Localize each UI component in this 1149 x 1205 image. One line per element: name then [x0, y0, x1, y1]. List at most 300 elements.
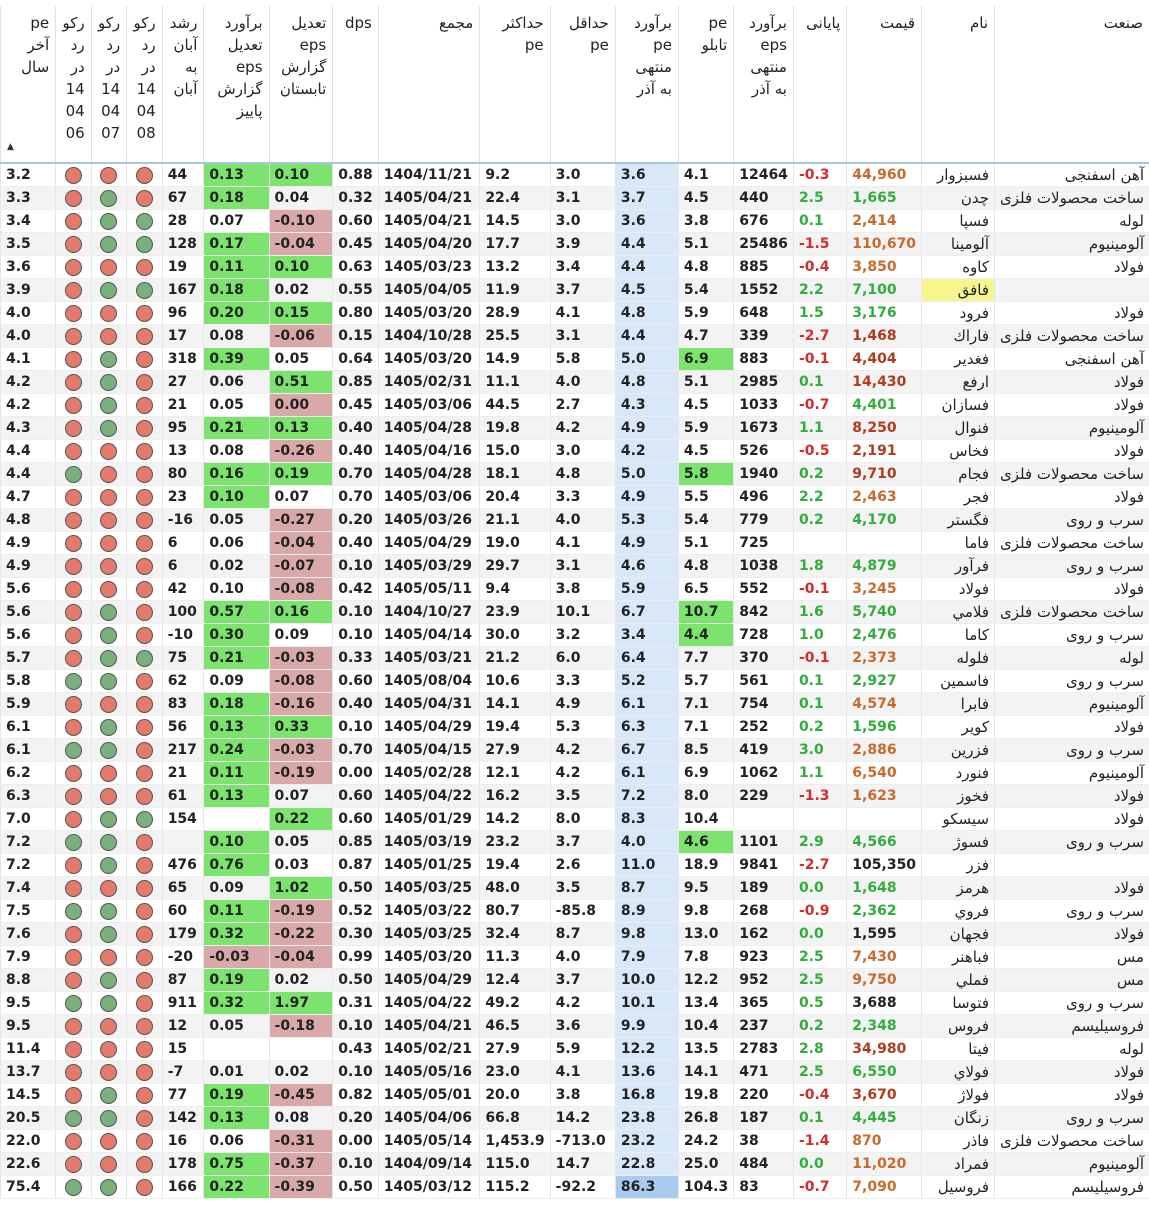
cell-growth[interactable]: 28 [162, 210, 204, 233]
cell-meeting[interactable]: 1405/03/19 [378, 831, 480, 854]
cell-industry[interactable]: آلومینیوم [995, 233, 1149, 256]
cell-eps-est[interactable]: 1673 [734, 417, 794, 440]
cell-growth[interactable]: -7 [162, 1061, 204, 1084]
cell-growth[interactable]: 476 [162, 854, 204, 877]
cell-record-r8[interactable] [127, 1061, 163, 1084]
cell-eps-adj-summer[interactable]: 0.22 [269, 808, 333, 831]
cell-pe-end[interactable]: 20.5 [1, 1107, 56, 1130]
cell-pe-est[interactable]: 4.8 [615, 371, 678, 394]
cell-eps-adj-autumn[interactable]: 0.18 [204, 279, 269, 302]
cell-eps-adj-autumn[interactable]: 0.19 [204, 1084, 269, 1107]
cell-eps-est[interactable]: 440 [734, 187, 794, 210]
cell-pe-est[interactable]: 6.4 [615, 647, 678, 670]
cell-pe-max[interactable]: 10.6 [480, 670, 550, 693]
cell-name[interactable]: فلامي [922, 601, 995, 624]
cell-meeting[interactable]: 1405/04/31 [378, 693, 480, 716]
cell-growth[interactable]: 154 [162, 808, 204, 831]
col-price[interactable]: قیمت [847, 6, 922, 163]
cell-close[interactable]: 0.1 [793, 670, 846, 693]
cell-price[interactable]: 1,596 [847, 716, 922, 739]
cell-price[interactable]: 2,927 [847, 670, 922, 693]
cell-record-r7[interactable] [91, 624, 127, 647]
cell-price[interactable]: 2,886 [847, 739, 922, 762]
cell-meeting[interactable]: 1405/01/25 [378, 854, 480, 877]
cell-pe-min[interactable]: 8.0 [550, 808, 615, 831]
cell-industry[interactable]: فولاد [995, 785, 1149, 808]
cell-record-r7[interactable] [91, 302, 127, 325]
cell-pe-end[interactable]: 7.5 [1, 900, 56, 923]
cell-eps-est[interactable]: 268 [734, 900, 794, 923]
cell-record-r6[interactable] [56, 992, 92, 1015]
cell-meeting[interactable]: 1405/04/29 [378, 532, 480, 555]
cell-close[interactable]: -1.4 [793, 1130, 846, 1153]
cell-growth[interactable]: 60 [162, 900, 204, 923]
cell-pe-max[interactable]: 23.9 [480, 601, 550, 624]
cell-pe-est[interactable]: 4.3 [615, 394, 678, 417]
cell-pe-board[interactable]: 5.9 [678, 417, 733, 440]
cell-pe-end[interactable]: 4.3 [1, 417, 56, 440]
cell-pe-est[interactable]: 3.6 [615, 210, 678, 233]
cell-meeting[interactable]: 1405/03/22 [378, 900, 480, 923]
cell-industry[interactable]: فولاد [995, 1084, 1149, 1107]
cell-price[interactable]: 3,670 [847, 1084, 922, 1107]
cell-eps-adj-summer[interactable]: -0.03 [269, 739, 333, 762]
cell-price[interactable]: 3,245 [847, 578, 922, 601]
cell-pe-est[interactable]: 11.0 [615, 854, 678, 877]
cell-name[interactable]: فاراك [922, 325, 995, 348]
cell-record-r8[interactable] [127, 233, 163, 256]
cell-pe-min[interactable]: 5.3 [550, 716, 615, 739]
cell-growth[interactable]: 95 [162, 417, 204, 440]
cell-pe-est[interactable]: 6.7 [615, 601, 678, 624]
cell-meeting[interactable]: 1405/04/15 [378, 739, 480, 762]
cell-eps-est[interactable]: 1101 [734, 831, 794, 854]
cell-pe-min[interactable]: 4.0 [550, 509, 615, 532]
cell-record-r6[interactable] [56, 808, 92, 831]
cell-meeting[interactable]: 1405/04/21 [378, 1015, 480, 1038]
cell-close[interactable] [793, 532, 846, 555]
cell-eps-adj-summer[interactable]: 0.10 [269, 163, 333, 187]
cell-pe-end[interactable]: 4.0 [1, 302, 56, 325]
cell-pe-board[interactable]: 4.4 [678, 624, 733, 647]
cell-pe-board[interactable]: 19.8 [678, 1084, 733, 1107]
cell-price[interactable]: 1,623 [847, 785, 922, 808]
cell-eps-adj-summer[interactable]: -0.39 [269, 1176, 333, 1199]
cell-eps-est[interactable]: 526 [734, 440, 794, 463]
cell-eps-est[interactable]: 484 [734, 1153, 794, 1176]
cell-price[interactable]: 7,090 [847, 1176, 922, 1199]
cell-record-r6[interactable] [56, 946, 92, 969]
cell-dps[interactable]: 0.10 [333, 716, 379, 739]
cell-record-r7[interactable] [91, 1084, 127, 1107]
cell-growth[interactable]: 87 [162, 969, 204, 992]
cell-record-r7[interactable] [91, 256, 127, 279]
cell-eps-adj-summer[interactable]: -0.26 [269, 440, 333, 463]
cell-industry[interactable]: فولاد [995, 716, 1149, 739]
cell-pe-min[interactable]: 4.1 [550, 532, 615, 555]
cell-pe-max[interactable]: 11.1 [480, 371, 550, 394]
cell-meeting[interactable]: 1405/04/28 [378, 463, 480, 486]
cell-meeting[interactable]: 1405/04/21 [378, 210, 480, 233]
cell-pe-est[interactable]: 5.2 [615, 670, 678, 693]
cell-close[interactable]: 2.5 [793, 1061, 846, 1084]
cell-pe-est[interactable]: 22.8 [615, 1153, 678, 1176]
cell-dps[interactable]: 0.80 [333, 302, 379, 325]
cell-pe-board[interactable]: 4.6 [678, 831, 733, 854]
cell-name[interactable]: کاما [922, 624, 995, 647]
cell-record-r7[interactable] [91, 900, 127, 923]
cell-eps-adj-summer[interactable]: -0.37 [269, 1153, 333, 1176]
cell-pe-board[interactable]: 8.0 [678, 785, 733, 808]
cell-industry[interactable]: فولاد [995, 371, 1149, 394]
cell-pe-max[interactable]: 66.8 [480, 1107, 550, 1130]
cell-record-r6[interactable] [56, 187, 92, 210]
cell-close[interactable]: 1.6 [793, 601, 846, 624]
cell-record-r7[interactable] [91, 1038, 127, 1061]
cell-record-r8[interactable] [127, 187, 163, 210]
cell-record-r8[interactable] [127, 279, 163, 302]
cell-close[interactable]: -0.9 [793, 900, 846, 923]
cell-eps-adj-summer[interactable]: 0.05 [269, 831, 333, 854]
cell-pe-est[interactable]: 8.7 [615, 877, 678, 900]
cell-dps[interactable]: 0.40 [333, 417, 379, 440]
cell-growth[interactable]: 75 [162, 647, 204, 670]
cell-dps[interactable]: 0.15 [333, 325, 379, 348]
cell-pe-max[interactable]: 19.4 [480, 716, 550, 739]
cell-close[interactable]: -0.3 [793, 163, 846, 187]
cell-record-r7[interactable] [91, 1015, 127, 1038]
cell-meeting[interactable]: 1405/04/14 [378, 624, 480, 647]
cell-pe-end[interactable]: 3.4 [1, 210, 56, 233]
cell-pe-board[interactable]: 10.4 [678, 808, 733, 831]
cell-eps-adj-autumn[interactable]: 0.10 [204, 578, 269, 601]
cell-record-r6[interactable] [56, 256, 92, 279]
cell-record-r8[interactable] [127, 440, 163, 463]
table-row[interactable] [1, 900, 1149, 923]
cell-pe-end[interactable]: 22.0 [1, 1130, 56, 1153]
cell-industry[interactable]: سرب و روی [995, 624, 1149, 647]
cell-eps-adj-summer[interactable]: 0.33 [269, 716, 333, 739]
cell-record-r8[interactable] [127, 992, 163, 1015]
cell-pe-end[interactable]: 75.4 [1, 1176, 56, 1199]
cell-record-r8[interactable] [127, 1130, 163, 1153]
cell-industry[interactable]: ساخت محصولات فلزی [995, 463, 1149, 486]
cell-meeting[interactable]: 1405/05/11 [378, 578, 480, 601]
cell-record-r8[interactable] [127, 163, 163, 187]
cell-pe-min[interactable]: 4.2 [550, 762, 615, 785]
cell-eps-est[interactable]: 676 [734, 210, 794, 233]
cell-record-r7[interactable] [91, 394, 127, 417]
cell-growth[interactable]: -10 [162, 624, 204, 647]
cell-eps-adj-summer[interactable]: 0.19 [269, 463, 333, 486]
table-row[interactable] [1, 670, 1149, 693]
col-dps[interactable]: dps [333, 6, 379, 163]
cell-record-r7[interactable] [91, 486, 127, 509]
cell-industry[interactable]: سرب و روی [995, 555, 1149, 578]
cell-record-r7[interactable] [91, 555, 127, 578]
cell-industry[interactable]: لوله [995, 1038, 1149, 1061]
cell-record-r6[interactable] [56, 670, 92, 693]
cell-eps-adj-summer[interactable]: 1.97 [269, 992, 333, 1015]
cell-meeting[interactable]: 1405/03/29 [378, 555, 480, 578]
cell-eps-adj-autumn[interactable]: 0.13 [204, 1107, 269, 1130]
table-row[interactable] [1, 1176, 1149, 1199]
cell-record-r6[interactable] [56, 601, 92, 624]
cell-record-r6[interactable] [56, 1176, 92, 1199]
cell-record-r8[interactable] [127, 417, 163, 440]
cell-eps-adj-summer[interactable]: 0.09 [269, 624, 333, 647]
cell-eps-est[interactable]: 220 [734, 1084, 794, 1107]
cell-industry[interactable]: سرب و روی [995, 509, 1149, 532]
cell-eps-adj-autumn[interactable]: 0.22 [204, 1176, 269, 1199]
cell-record-r7[interactable] [91, 969, 127, 992]
cell-dps[interactable]: 0.99 [333, 946, 379, 969]
cell-eps-adj-autumn[interactable]: 0.13 [204, 785, 269, 808]
cell-record-r7[interactable] [91, 233, 127, 256]
cell-growth[interactable]: 16 [162, 1130, 204, 1153]
cell-price[interactable] [847, 532, 922, 555]
cell-record-r7[interactable] [91, 739, 127, 762]
cell-record-r8[interactable] [127, 693, 163, 716]
cell-pe-est[interactable]: 23.2 [615, 1130, 678, 1153]
cell-record-r7[interactable] [91, 693, 127, 716]
cell-pe-min[interactable]: 4.1 [550, 302, 615, 325]
cell-pe-est[interactable]: 86.3 [615, 1176, 678, 1199]
cell-eps-adj-autumn[interactable] [204, 808, 269, 831]
cell-close[interactable]: 0.2 [793, 1015, 846, 1038]
cell-meeting[interactable]: 1405/03/20 [378, 348, 480, 371]
cell-pe-est[interactable]: 3.6 [615, 163, 678, 187]
table-row[interactable] [1, 187, 1149, 210]
cell-price[interactable]: 7,100 [847, 279, 922, 302]
cell-name[interactable]: فغدير [922, 348, 995, 371]
cell-price[interactable]: 34,980 [847, 1038, 922, 1061]
cell-growth[interactable]: 179 [162, 923, 204, 946]
cell-eps-adj-summer[interactable]: -0.04 [269, 532, 333, 555]
cell-dps[interactable]: 0.10 [333, 601, 379, 624]
table-row[interactable] [1, 163, 1149, 187]
cell-pe-end[interactable]: 14.5 [1, 1084, 56, 1107]
cell-record-r7[interactable] [91, 348, 127, 371]
cell-close[interactable]: 2.5 [793, 946, 846, 969]
cell-pe-est[interactable]: 5.0 [615, 463, 678, 486]
cell-price[interactable]: 2,463 [847, 486, 922, 509]
cell-pe-board[interactable]: 5.5 [678, 486, 733, 509]
cell-pe-est[interactable]: 6.1 [615, 762, 678, 785]
cell-record-r8[interactable] [127, 486, 163, 509]
cell-record-r6[interactable] [56, 325, 92, 348]
cell-growth[interactable]: 6 [162, 555, 204, 578]
cell-record-r8[interactable] [127, 463, 163, 486]
cell-growth[interactable]: 61 [162, 785, 204, 808]
cell-eps-est[interactable]: 38 [734, 1130, 794, 1153]
cell-name[interactable]: کویر [922, 716, 995, 739]
cell-pe-board[interactable]: 9.8 [678, 900, 733, 923]
cell-eps-adj-autumn[interactable] [204, 1038, 269, 1061]
cell-pe-board[interactable]: 3.8 [678, 210, 733, 233]
col-close[interactable]: پایانی [793, 6, 846, 163]
col-industry[interactable]: صنعت [995, 6, 1149, 163]
cell-pe-min[interactable]: 5.8 [550, 348, 615, 371]
cell-pe-est[interactable]: 3.4 [615, 624, 678, 647]
cell-price[interactable]: 6,550 [847, 1061, 922, 1084]
cell-record-r8[interactable] [127, 900, 163, 923]
cell-pe-max[interactable]: 19.4 [480, 854, 550, 877]
cell-pe-max[interactable]: 9.2 [480, 163, 550, 187]
cell-eps-adj-autumn[interactable]: 0.06 [204, 1130, 269, 1153]
cell-industry[interactable]: فولاد [995, 923, 1149, 946]
cell-pe-end[interactable]: 4.9 [1, 532, 56, 555]
cell-growth[interactable]: 166 [162, 1176, 204, 1199]
cell-close[interactable]: 0.1 [793, 210, 846, 233]
cell-pe-est[interactable]: 6.3 [615, 716, 678, 739]
cell-record-r6[interactable] [56, 1038, 92, 1061]
cell-close[interactable]: 0.2 [793, 509, 846, 532]
cell-name[interactable]: چدن [922, 187, 995, 210]
cell-record-r6[interactable] [56, 440, 92, 463]
cell-meeting[interactable]: 1405/04/20 [378, 233, 480, 256]
cell-dps[interactable]: 0.50 [333, 969, 379, 992]
cell-industry[interactable]: مس [995, 969, 1149, 992]
table-row[interactable] [1, 555, 1149, 578]
cell-pe-board[interactable]: 9.5 [678, 877, 733, 900]
cell-eps-est[interactable]: 1940 [734, 463, 794, 486]
cell-eps-adj-autumn[interactable]: 0.32 [204, 923, 269, 946]
cell-pe-min[interactable]: 3.8 [550, 1084, 615, 1107]
cell-meeting[interactable]: 1404/10/28 [378, 325, 480, 348]
cell-pe-min[interactable]: 3.7 [550, 831, 615, 854]
cell-record-r8[interactable] [127, 394, 163, 417]
cell-record-r8[interactable] [127, 256, 163, 279]
sort-ascending-icon[interactable]: ▲ [7, 142, 14, 152]
cell-pe-end[interactable]: 3.5 [1, 233, 56, 256]
cell-eps-est[interactable]: 471 [734, 1061, 794, 1084]
cell-industry[interactable]: مس [995, 946, 1149, 969]
cell-record-r6[interactable] [56, 1015, 92, 1038]
cell-record-r6[interactable] [56, 969, 92, 992]
cell-record-r7[interactable] [91, 187, 127, 210]
cell-name[interactable]: فجام [922, 463, 995, 486]
cell-pe-board[interactable]: 6.9 [678, 348, 733, 371]
cell-pe-board[interactable]: 4.5 [678, 394, 733, 417]
cell-meeting[interactable]: 1405/03/25 [378, 877, 480, 900]
cell-pe-board[interactable]: 5.1 [678, 532, 733, 555]
cell-growth[interactable]: 100 [162, 601, 204, 624]
cell-industry[interactable]: سرب و روی [995, 992, 1149, 1015]
cell-record-r8[interactable] [127, 509, 163, 532]
cell-record-r6[interactable] [56, 1153, 92, 1176]
cell-pe-min[interactable]: 2.6 [550, 854, 615, 877]
cell-pe-max[interactable]: 18.1 [480, 463, 550, 486]
cell-record-r7[interactable] [91, 1153, 127, 1176]
cell-record-r8[interactable] [127, 785, 163, 808]
col-growth-aban[interactable]: رشد آبان به آبان [162, 6, 204, 163]
cell-pe-max[interactable]: 25.5 [480, 325, 550, 348]
cell-close[interactable]: 0.1 [793, 371, 846, 394]
table-row[interactable] [1, 302, 1149, 325]
cell-pe-max[interactable]: 80.7 [480, 900, 550, 923]
cell-pe-est[interactable]: 8.3 [615, 808, 678, 831]
cell-eps-adj-summer[interactable]: 0.04 [269, 187, 333, 210]
cell-price[interactable]: 4,404 [847, 348, 922, 371]
cell-growth[interactable]: 21 [162, 762, 204, 785]
cell-pe-min[interactable]: 10.1 [550, 601, 615, 624]
cell-growth[interactable]: 142 [162, 1107, 204, 1130]
cell-pe-min[interactable]: 4.0 [550, 946, 615, 969]
table-row[interactable] [1, 624, 1149, 647]
cell-record-r6[interactable] [56, 1061, 92, 1084]
cell-pe-end[interactable]: 5.7 [1, 647, 56, 670]
cell-name[interactable]: فیتا [922, 1038, 995, 1061]
cell-name[interactable]: فسازان [922, 394, 995, 417]
cell-industry[interactable]: سرب و روی [995, 739, 1149, 762]
cell-growth[interactable]: -20 [162, 946, 204, 969]
cell-pe-max[interactable]: 27.9 [480, 739, 550, 762]
cell-record-r6[interactable] [56, 647, 92, 670]
col-name[interactable]: نام [922, 6, 995, 163]
cell-eps-adj-autumn[interactable]: 0.30 [204, 624, 269, 647]
cell-eps-adj-summer[interactable]: 0.07 [269, 785, 333, 808]
cell-record-r8[interactable] [127, 1015, 163, 1038]
col-pe-end[interactable] [1, 6, 56, 163]
cell-record-r6[interactable] [56, 877, 92, 900]
cell-dps[interactable]: 0.32 [333, 187, 379, 210]
cell-meeting[interactable]: 1405/03/25 [378, 923, 480, 946]
cell-price[interactable]: 1,648 [847, 877, 922, 900]
cell-price[interactable]: 7,430 [847, 946, 922, 969]
cell-record-r8[interactable] [127, 371, 163, 394]
cell-record-r6[interactable] [56, 279, 92, 302]
cell-price[interactable]: 8,250 [847, 417, 922, 440]
cell-name[interactable]: فولاژ [922, 1084, 995, 1107]
cell-industry[interactable]: فولاد [995, 486, 1149, 509]
cell-eps-adj-summer[interactable]: -0.08 [269, 578, 333, 601]
cell-close[interactable]: -1.5 [793, 233, 846, 256]
cell-record-r8[interactable] [127, 831, 163, 854]
cell-eps-adj-autumn[interactable]: 0.09 [204, 670, 269, 693]
cell-name[interactable]: فرود [922, 302, 995, 325]
cell-pe-board[interactable]: 4.1 [678, 163, 733, 187]
cell-dps[interactable]: 0.87 [333, 854, 379, 877]
cell-pe-max[interactable]: 13.2 [480, 256, 550, 279]
cell-pe-end[interactable]: 5.6 [1, 578, 56, 601]
cell-pe-min[interactable]: -713.0 [550, 1130, 615, 1153]
cell-record-r8[interactable] [127, 601, 163, 624]
cell-record-r7[interactable] [91, 578, 127, 601]
cell-record-r8[interactable] [127, 555, 163, 578]
cell-pe-board[interactable]: 26.8 [678, 1107, 733, 1130]
cell-industry[interactable]: ساخت محصولات فلزی [995, 187, 1149, 210]
cell-pe-est[interactable]: 4.4 [615, 325, 678, 348]
cell-close[interactable]: 3.0 [793, 739, 846, 762]
cell-pe-board[interactable]: 5.1 [678, 233, 733, 256]
table-row[interactable] [1, 601, 1149, 624]
cell-industry[interactable]: ساخت محصولات فلزی [995, 325, 1149, 348]
cell-dps[interactable]: 0.64 [333, 348, 379, 371]
cell-pe-end[interactable]: 5.9 [1, 693, 56, 716]
cell-price[interactable]: 2,348 [847, 1015, 922, 1038]
cell-industry[interactable]: فروسیلیسم [995, 1015, 1149, 1038]
cell-pe-est[interactable]: 4.4 [615, 256, 678, 279]
cell-dps[interactable]: 0.20 [333, 509, 379, 532]
cell-eps-est[interactable]: 9841 [734, 854, 794, 877]
cell-industry[interactable]: فولاد [995, 256, 1149, 279]
cell-pe-board[interactable]: 4.8 [678, 256, 733, 279]
cell-dps[interactable]: 0.82 [333, 1084, 379, 1107]
table-row[interactable] [1, 233, 1149, 256]
cell-meeting[interactable]: 1405/04/28 [378, 417, 480, 440]
table-row[interactable] [1, 1038, 1149, 1061]
